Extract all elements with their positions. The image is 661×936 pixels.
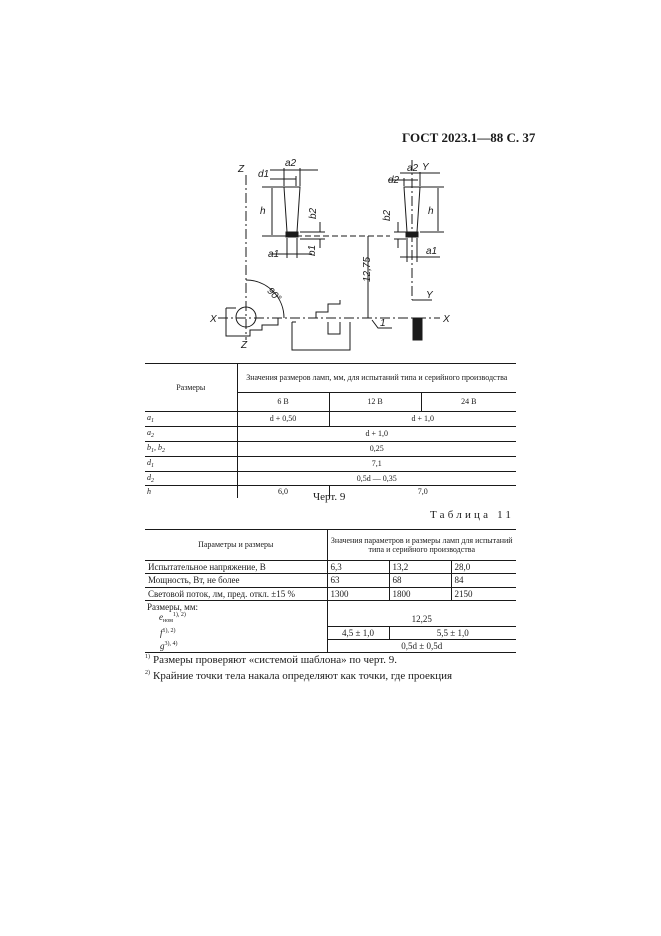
- t1-cell: 0,25: [369, 444, 384, 454]
- t1-row-sym: h: [145, 486, 237, 498]
- t2-cell: 13,2: [389, 561, 451, 574]
- t1-row-sym: $d_1$: [145, 456, 237, 471]
- t1-voltage-6: 6 В: [237, 393, 329, 412]
- label-a2-right: a2: [407, 163, 419, 174]
- label-d2-right: d2: [388, 175, 400, 186]
- label-x-left: X: [210, 314, 217, 325]
- dimensions-table: [145, 363, 516, 498]
- t2-cell: 2150: [454, 588, 473, 599]
- t2-f-value-rest: 5,5 ± 1,0: [389, 626, 516, 639]
- template-bracket-left: [226, 308, 278, 336]
- label-callout-1: 1: [380, 318, 386, 329]
- t2-dims-title: [145, 601, 327, 627]
- t1-row-sym: $b_1$, $b_2$: [145, 441, 237, 456]
- t2-cell: 63: [327, 574, 389, 587]
- label-z-top: Z: [238, 164, 245, 175]
- t1-cell: 7,1: [371, 459, 382, 469]
- t1-voltage-24: 24 В: [461, 397, 477, 407]
- label-a1-left: a1: [268, 249, 280, 260]
- t2-cell: 1300: [327, 587, 389, 600]
- t1-cell: d + 1,0: [365, 429, 388, 439]
- page-header: ГОСТ 2023.1—88 С. 37: [402, 130, 536, 145]
- t2-cell: 84: [454, 575, 464, 586]
- t2-f-value-6: 4,5 ± 1,0: [327, 626, 389, 639]
- t2-row-name: Световой поток, лм, пред. откл. ±15 %: [145, 587, 327, 600]
- filament-left: [284, 187, 300, 232]
- label-d1-left: d1: [258, 169, 270, 180]
- footnote-1: $^{1)}$ Размеры проверяют «системой шаблона» по черт. 9.: [145, 654, 398, 666]
- table-caption: Таблица 11: [430, 509, 515, 521]
- t1-cell: 0,5d — 0,35: [356, 473, 397, 483]
- parameters-table: [145, 529, 516, 653]
- t2-e-value: 12,25: [327, 601, 516, 627]
- label-b2-left: b2: [308, 207, 319, 219]
- t1-header-param: Размеры: [145, 364, 237, 412]
- t2-dims-title-text: Размеры, мм:: [147, 602, 199, 613]
- t2-f-label: $f^{1), 2)}$: [145, 626, 327, 639]
- t1-row-sym: $a_2$: [145, 426, 237, 441]
- label-x-right: X: [443, 314, 450, 325]
- t2-e-label: $e_{ном}^{1), 2)}$: [159, 612, 186, 625]
- label-z-bottom: Z: [241, 340, 248, 351]
- t2-cell: 6,3: [327, 561, 389, 574]
- figure-caption: Черт. 9: [313, 491, 346, 503]
- t1-voltage-12: 12 В: [329, 393, 421, 412]
- t2-cell: 28,0: [454, 562, 471, 572]
- t2-header-values: Значения параметров и размеры ламп для испытаний типа и серийного производства: [330, 535, 513, 554]
- label-b2-right: b2: [382, 209, 393, 221]
- t1-cell: d + 0,50: [237, 412, 329, 427]
- label-h-left: h: [260, 206, 266, 217]
- t1-cell: 7,0: [417, 487, 428, 497]
- t1-header-values: Значения размеров ламп, мм, для испытаний типа и серийного производства: [237, 364, 516, 393]
- label-a2-left: a2: [285, 158, 297, 169]
- t2-cell: 1800: [389, 587, 451, 600]
- t2-row-name: Испытательное напряжение, В: [145, 561, 327, 574]
- t2-header-param: Параметры и размеры: [145, 530, 327, 561]
- t2-cell: 68: [389, 574, 451, 587]
- label-h-right: h: [428, 206, 434, 217]
- t1-cell: d + 1,0: [411, 414, 434, 424]
- label-b1-left: b1: [307, 244, 318, 256]
- label-12-75: 12,75: [362, 256, 373, 282]
- t2-g-label: $g^{3), 4)}$: [145, 640, 327, 653]
- t1-row-sym: $d_2$: [145, 471, 237, 486]
- t2-row-name: Мощность, Вт, не более: [145, 574, 327, 587]
- footnote-2: $^{2)}$ Крайние точки тела накала определяют как точки, где проекция: [145, 670, 453, 682]
- template-bracket-right: [316, 300, 340, 318]
- label-y-bottom: Y: [426, 290, 433, 301]
- technical-drawing: [195, 150, 465, 355]
- lamp-base-right: [413, 318, 422, 340]
- t2-g-value: 0,5d ± 0,5d: [401, 641, 443, 652]
- t1-cell: 6,0: [237, 486, 329, 498]
- t1-row-sym: $a_1$: [145, 412, 237, 427]
- label-a1-right: a1: [426, 246, 438, 257]
- label-angle-90: 90°: [264, 285, 283, 305]
- label-y-top: Y: [422, 162, 429, 173]
